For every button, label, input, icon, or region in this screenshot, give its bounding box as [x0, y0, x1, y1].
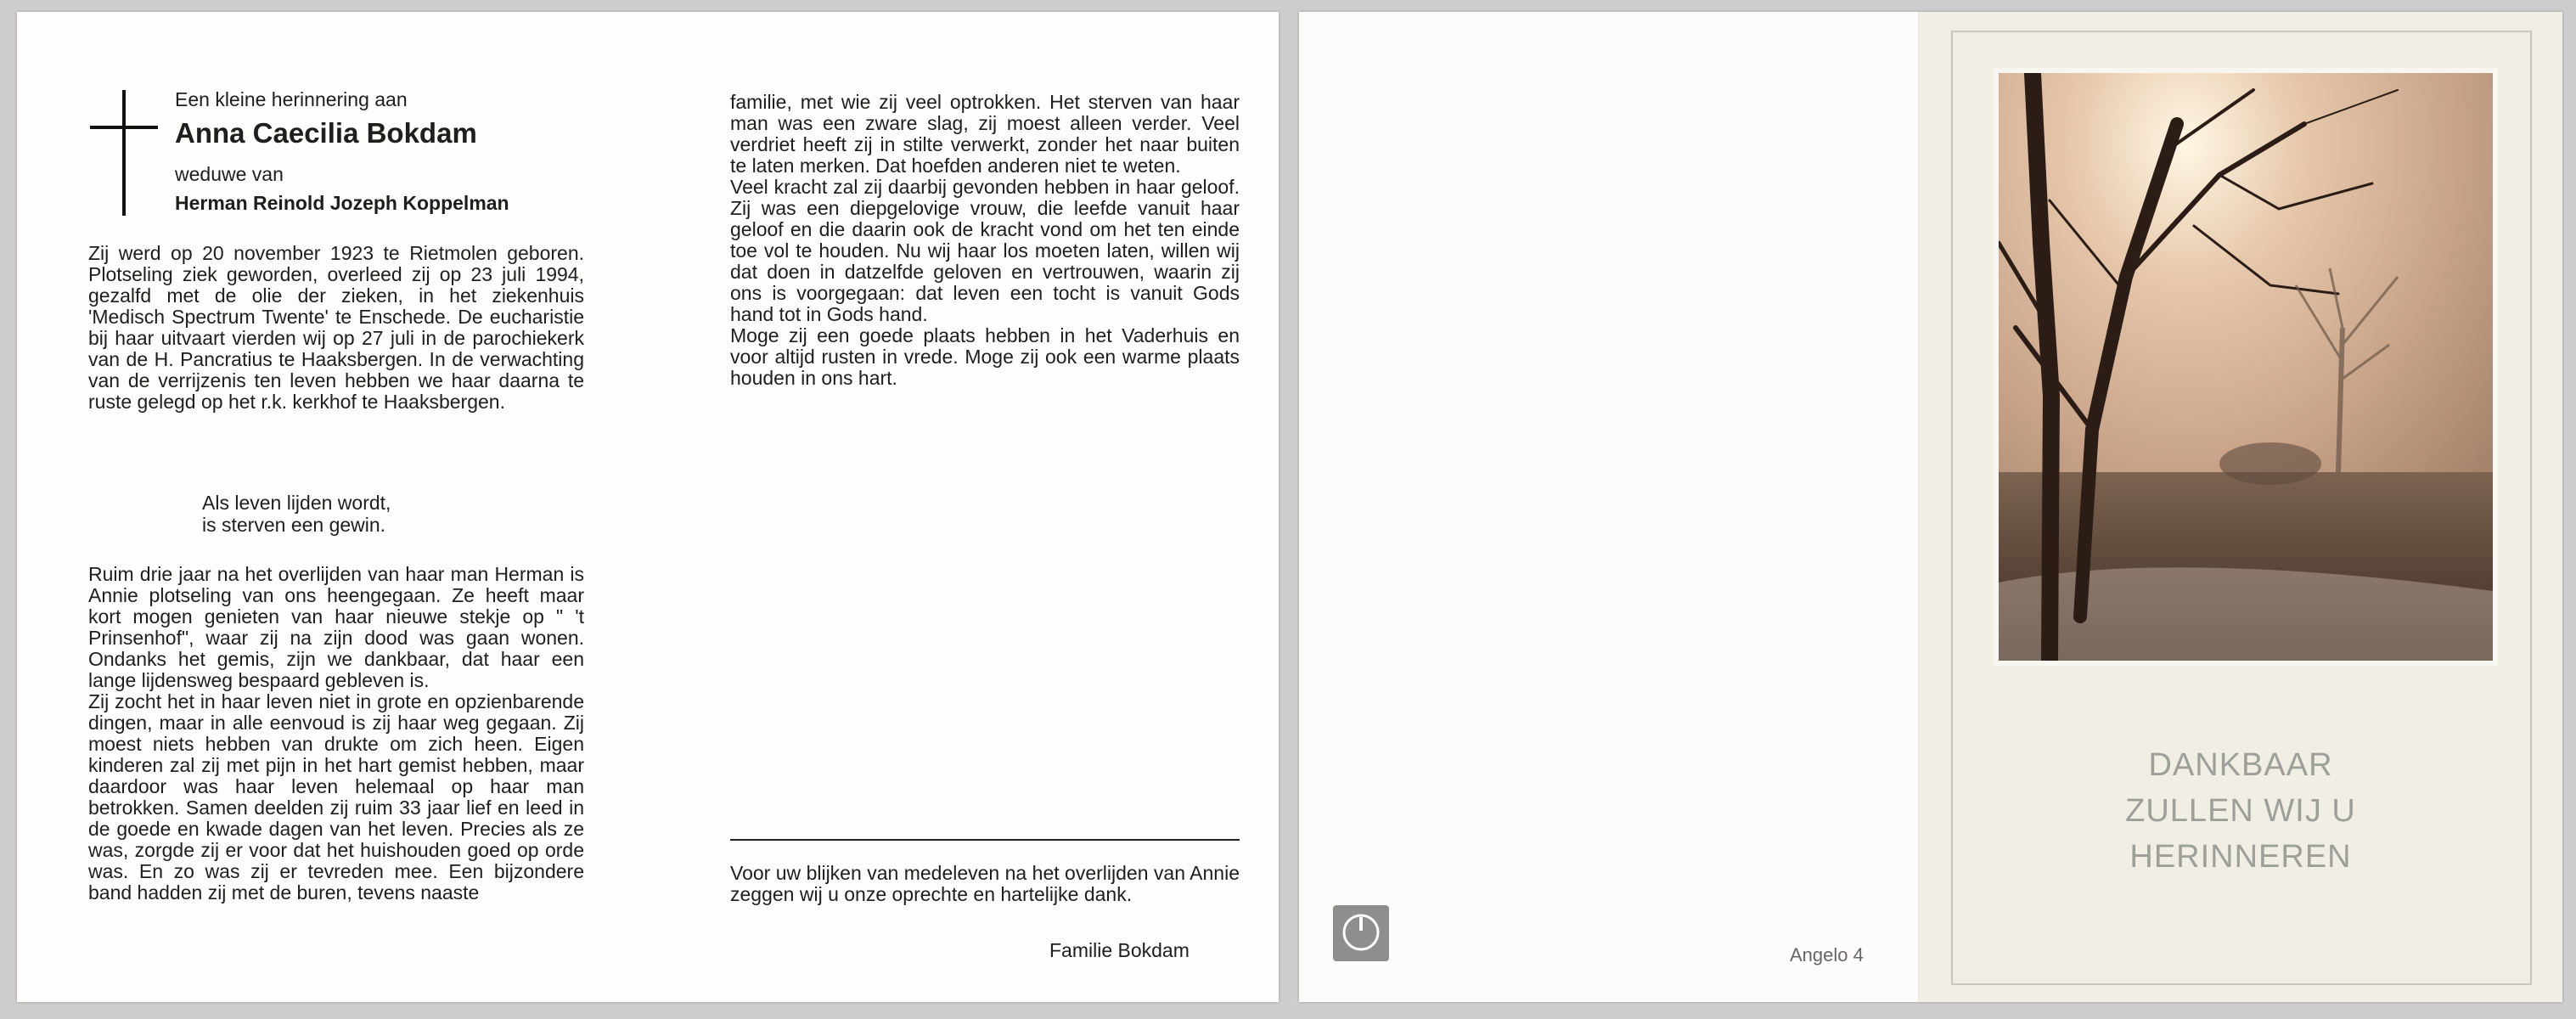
- poem-line: Als leven lijden wordt,: [202, 492, 391, 514]
- cross-icon-bar: [90, 126, 158, 129]
- front-cover: [1919, 12, 2562, 1002]
- spouse-name: Herman Reinold Jozeph Koppelman: [175, 192, 509, 214]
- intro-line: Een kleine herinnering aan: [175, 88, 408, 110]
- publisher-logo-icon: [1333, 905, 1389, 961]
- relation-line: weduwe van: [175, 163, 284, 185]
- cross-icon: [122, 90, 126, 216]
- cover-line: ZULLEN WIJ U: [2125, 793, 2356, 829]
- poem: [202, 492, 391, 536]
- paragraph: Zij werd op 20 november 1923 te Rietmolen geboren. Plotseling ziek geworden, overleed zij op 23 juli 1994, gezalfd met de olie der zieken, in het ziekenhuis 'Medisch Spectrum Twente' te Enschede. De eucharistie bij haar uitvaart vierden wij op 27 juli in de parochiekerk van de H. Pancratius te Haaksbergen. In de verwachting van de verrijzenis ten leven hebben we haar daarna te ruste gelegd op het r.k. kerkhof te Haaksbergen.: [88, 242, 584, 413]
- thanks-text: [730, 863, 1240, 905]
- paragraph: Ruim drie jaar na het overlijden van haar man Herman is Annie plotseling van ons heengegaan. Ze heeft maar kort mogen genieten van haar nieuwe stekje op " 't Prinsenhof", waar zij na zijn dood was gaan wonen. Ondanks het gemis, zijn we dankbaar, dat haar een lange lijdensweg bespaard gebleven is.: [88, 563, 584, 691]
- cover-title: [1919, 742, 2562, 880]
- paragraph: Zij zocht het in haar leven niet in grote en opzienbarende dingen, maar in alle eenvoud is zij haar weg gegaan. Zij moest niets hebben van drukte om zich heen. Eigen kinderen zal zij met pijn in het hart gemist hebben, maar daardoor was haar leven helemaal op haar man betrokken. Samen deelden zij ruim 33 jaar lief en leed in de goede en kwade dagen van het leven. Precies als ze was, zorgde zij er voor dat het huishouden goed op orde was. En zo was zij er tevreden mee. Een bijzondere band hadden zij met de buren, tevens naaste: [88, 690, 584, 904]
- cover-line: HERINNEREN: [2129, 839, 2352, 875]
- left-column-bottom: [88, 564, 584, 904]
- signature: Familie Bokdam: [1049, 939, 1190, 961]
- poem-line: is sterven een gewin.: [202, 514, 386, 536]
- card-inside-spread: [17, 12, 1279, 1002]
- divider-line: [730, 839, 1240, 841]
- paragraph: Moge zij een goede plaats hebben in het Vaderhuis en voor altijd rusten in vrede. Moge zij ook een warme plaats houden in ons hart.: [730, 324, 1240, 389]
- right-column: [730, 92, 1240, 389]
- product-code: Angelo 4: [1790, 944, 1864, 966]
- deceased-name: Anna Caecilia Bokdam: [175, 117, 477, 149]
- card-outside-spread: [1299, 12, 2562, 1002]
- left-column-top: [88, 243, 584, 413]
- cover-photo: [1994, 68, 2498, 666]
- cover-line: DANKBAAR: [2148, 747, 2333, 783]
- paragraph: familie, met wie zij veel optrokken. Het sterven van haar man was een zware slag, zij moest alleen verder. Veel verdriet heeft zij in stilte verwerkt, zonder het naar buiten te laten merken. Dat hoefden anderen niet te weten.: [730, 91, 1240, 177]
- paragraph: Veel kracht zal zij daarbij gevonden hebben in haar geloof. Zij was een diepgelovige vrouw, die leefde vanuit haar geloof en die daarin ook de kracht vond om het ten einde toe vol te houden. Nu wij haar los moeten laten, willen wij dat doen in datzelfde geloven en vertrouwen, waarin zij ons is voorgegaan: dat leven een tocht is vanuit Gods hand tot in Gods hand.: [730, 176, 1240, 325]
- paragraph: Voor uw blijken van medeleven na het overlijden van Annie zeggen wij u onze oprechte en hartelijke dank.: [730, 862, 1240, 905]
